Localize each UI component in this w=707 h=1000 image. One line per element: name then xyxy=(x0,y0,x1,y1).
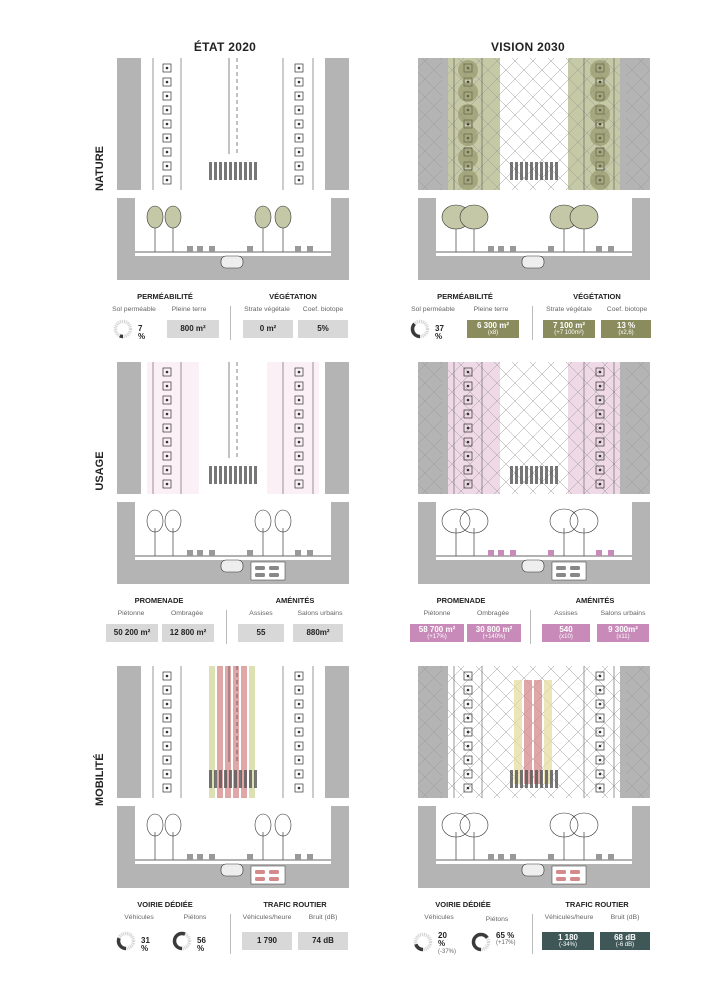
mobilite-section-left xyxy=(117,806,349,888)
separator xyxy=(226,610,227,644)
value-coef-biotope: 5% xyxy=(298,320,348,338)
label-pietons: Piétons xyxy=(183,914,207,921)
value-pietonne: 50 200 m² xyxy=(106,624,158,642)
pedestrians-ring xyxy=(172,931,192,951)
label-pleine-terre: Pleine terre xyxy=(473,306,509,313)
label-coef-biotope: Coef. biotope xyxy=(606,306,648,313)
column-title-2030: VISION 2030 xyxy=(490,40,565,54)
value-vehicules: 20 % (-37%) xyxy=(438,931,457,955)
permeability-ring xyxy=(410,319,430,339)
mobilite-plan-left xyxy=(117,666,349,798)
vehicles-ring xyxy=(116,931,136,951)
value-sol-permeable: 37 % xyxy=(435,324,444,342)
value-vehicules-heure: 1 790 xyxy=(242,932,292,950)
label-ombragee: Ombragée xyxy=(476,610,510,617)
label-ombragee: Ombragée xyxy=(170,610,204,617)
label-assises: Assises xyxy=(249,610,273,617)
label-vehicules: Véhicules xyxy=(424,914,454,921)
group-title-vegetation: VÉGÉTATION xyxy=(573,292,621,301)
nature-section-left xyxy=(117,198,349,280)
group-title-trafic-routier: TRAFIC ROUTIER xyxy=(565,900,629,909)
label-pietonne: Piétonne xyxy=(423,610,451,617)
group-title-promenade: PROMENADE xyxy=(436,596,486,605)
group-title-amenites: AMÉNITÉS xyxy=(575,596,615,605)
group-title-trafic-routier: TRAFIC ROUTIER xyxy=(263,900,327,909)
label-pietons: Piétons xyxy=(485,916,509,923)
value-pleine-terre: 6 300 m² (x8) xyxy=(467,320,519,338)
separator xyxy=(532,306,533,340)
label-strate-vegetale: Strate végétale xyxy=(546,306,592,313)
group-title-voirie-dediee: VOIRIE DÉDIÉE xyxy=(137,900,193,909)
label-bruit: Bruit (dB) xyxy=(308,914,338,921)
label-pietonne: Piétonne xyxy=(117,610,145,617)
value-pietonne: 58 700 m² (+17%) xyxy=(410,624,464,642)
value-strate-vegetale: 7 100 m² (+7 100m²) xyxy=(543,320,595,338)
usage-plan-right xyxy=(418,362,650,494)
value-ombragee: 30 800 m² (+140%) xyxy=(467,624,521,642)
value-bruit: 74 dB xyxy=(298,932,348,950)
label-salons-urbains: Salons urbains xyxy=(600,610,646,617)
value-bruit: 68 dB (-6 dB) xyxy=(600,932,650,950)
separator xyxy=(530,610,531,644)
value-strate-vegetale: 0 m² xyxy=(243,320,293,338)
value-assises: 540 (x10) xyxy=(542,624,590,642)
value-sol-permeable: 7 % xyxy=(138,324,146,342)
value-coef-biotope: 13 % (x2,6) xyxy=(601,320,651,338)
value-salons-urbains: 880m² xyxy=(293,624,343,642)
value-ombragee: 12 800 m² xyxy=(162,624,214,642)
separator xyxy=(230,306,231,340)
mobilite-plan-right xyxy=(418,666,650,798)
label-sol-permeable: Sol perméable xyxy=(411,306,455,313)
group-title-permeabilite: PERMÉABILITÉ xyxy=(137,292,193,301)
column-title-2020: ÉTAT 2020 xyxy=(193,40,257,54)
group-title-vegetation: VÉGÉTATION xyxy=(269,292,317,301)
pedestrians-ring xyxy=(471,932,491,952)
row-label-usage: USAGE xyxy=(94,451,106,491)
label-sol-permeable: Sol perméable xyxy=(112,306,156,313)
vehicles-ring xyxy=(413,932,433,952)
nature-plan-right xyxy=(418,58,650,190)
row-label-mobilite: MOBILITÉ xyxy=(94,753,106,806)
label-strate-vegetale: Strate végétale xyxy=(244,306,290,313)
value-vehicules-heure: 1 180 (-34%) xyxy=(542,932,594,950)
value-salons-urbains: 9 300m² (x11) xyxy=(597,624,649,642)
label-salons-urbains: Salons urbains xyxy=(297,610,343,617)
label-vehicules: Véhicules xyxy=(124,914,154,921)
group-title-permeabilite: PERMÉABILITÉ xyxy=(437,292,493,301)
label-bruit: Bruit (dB) xyxy=(610,914,640,921)
label-assises: Assises xyxy=(554,610,578,617)
label-pleine-terre: Pleine terre xyxy=(171,306,207,313)
separator xyxy=(532,914,533,954)
usage-section-left xyxy=(117,502,349,584)
label-coef-biotope: Coef. biotope xyxy=(302,306,344,313)
value-assises: 55 xyxy=(238,624,284,642)
usage-plan-left xyxy=(117,362,349,494)
permeability-ring xyxy=(113,319,133,339)
value-pleine-terre: 800 m² xyxy=(167,320,219,338)
value-pietons: 65 % (+17%) xyxy=(496,931,516,947)
value-pietons: 56 % xyxy=(197,936,206,954)
separator xyxy=(230,914,231,954)
row-label-nature: NATURE xyxy=(94,145,106,191)
nature-section-right xyxy=(418,198,650,280)
nature-plan-left xyxy=(117,58,349,190)
label-vehicules-heure: Véhicules/heure xyxy=(242,914,292,921)
group-title-promenade: PROMENADE xyxy=(134,596,184,605)
mobilite-section-right xyxy=(418,806,650,888)
group-title-voirie-dediee: VOIRIE DÉDIÉE xyxy=(435,900,491,909)
value-vehicules: 31 % xyxy=(141,936,150,954)
group-title-amenites: AMÉNITÉS xyxy=(275,596,315,605)
label-vehicules-heure: Véhicules/heure xyxy=(544,914,594,921)
usage-section-right xyxy=(418,502,650,584)
